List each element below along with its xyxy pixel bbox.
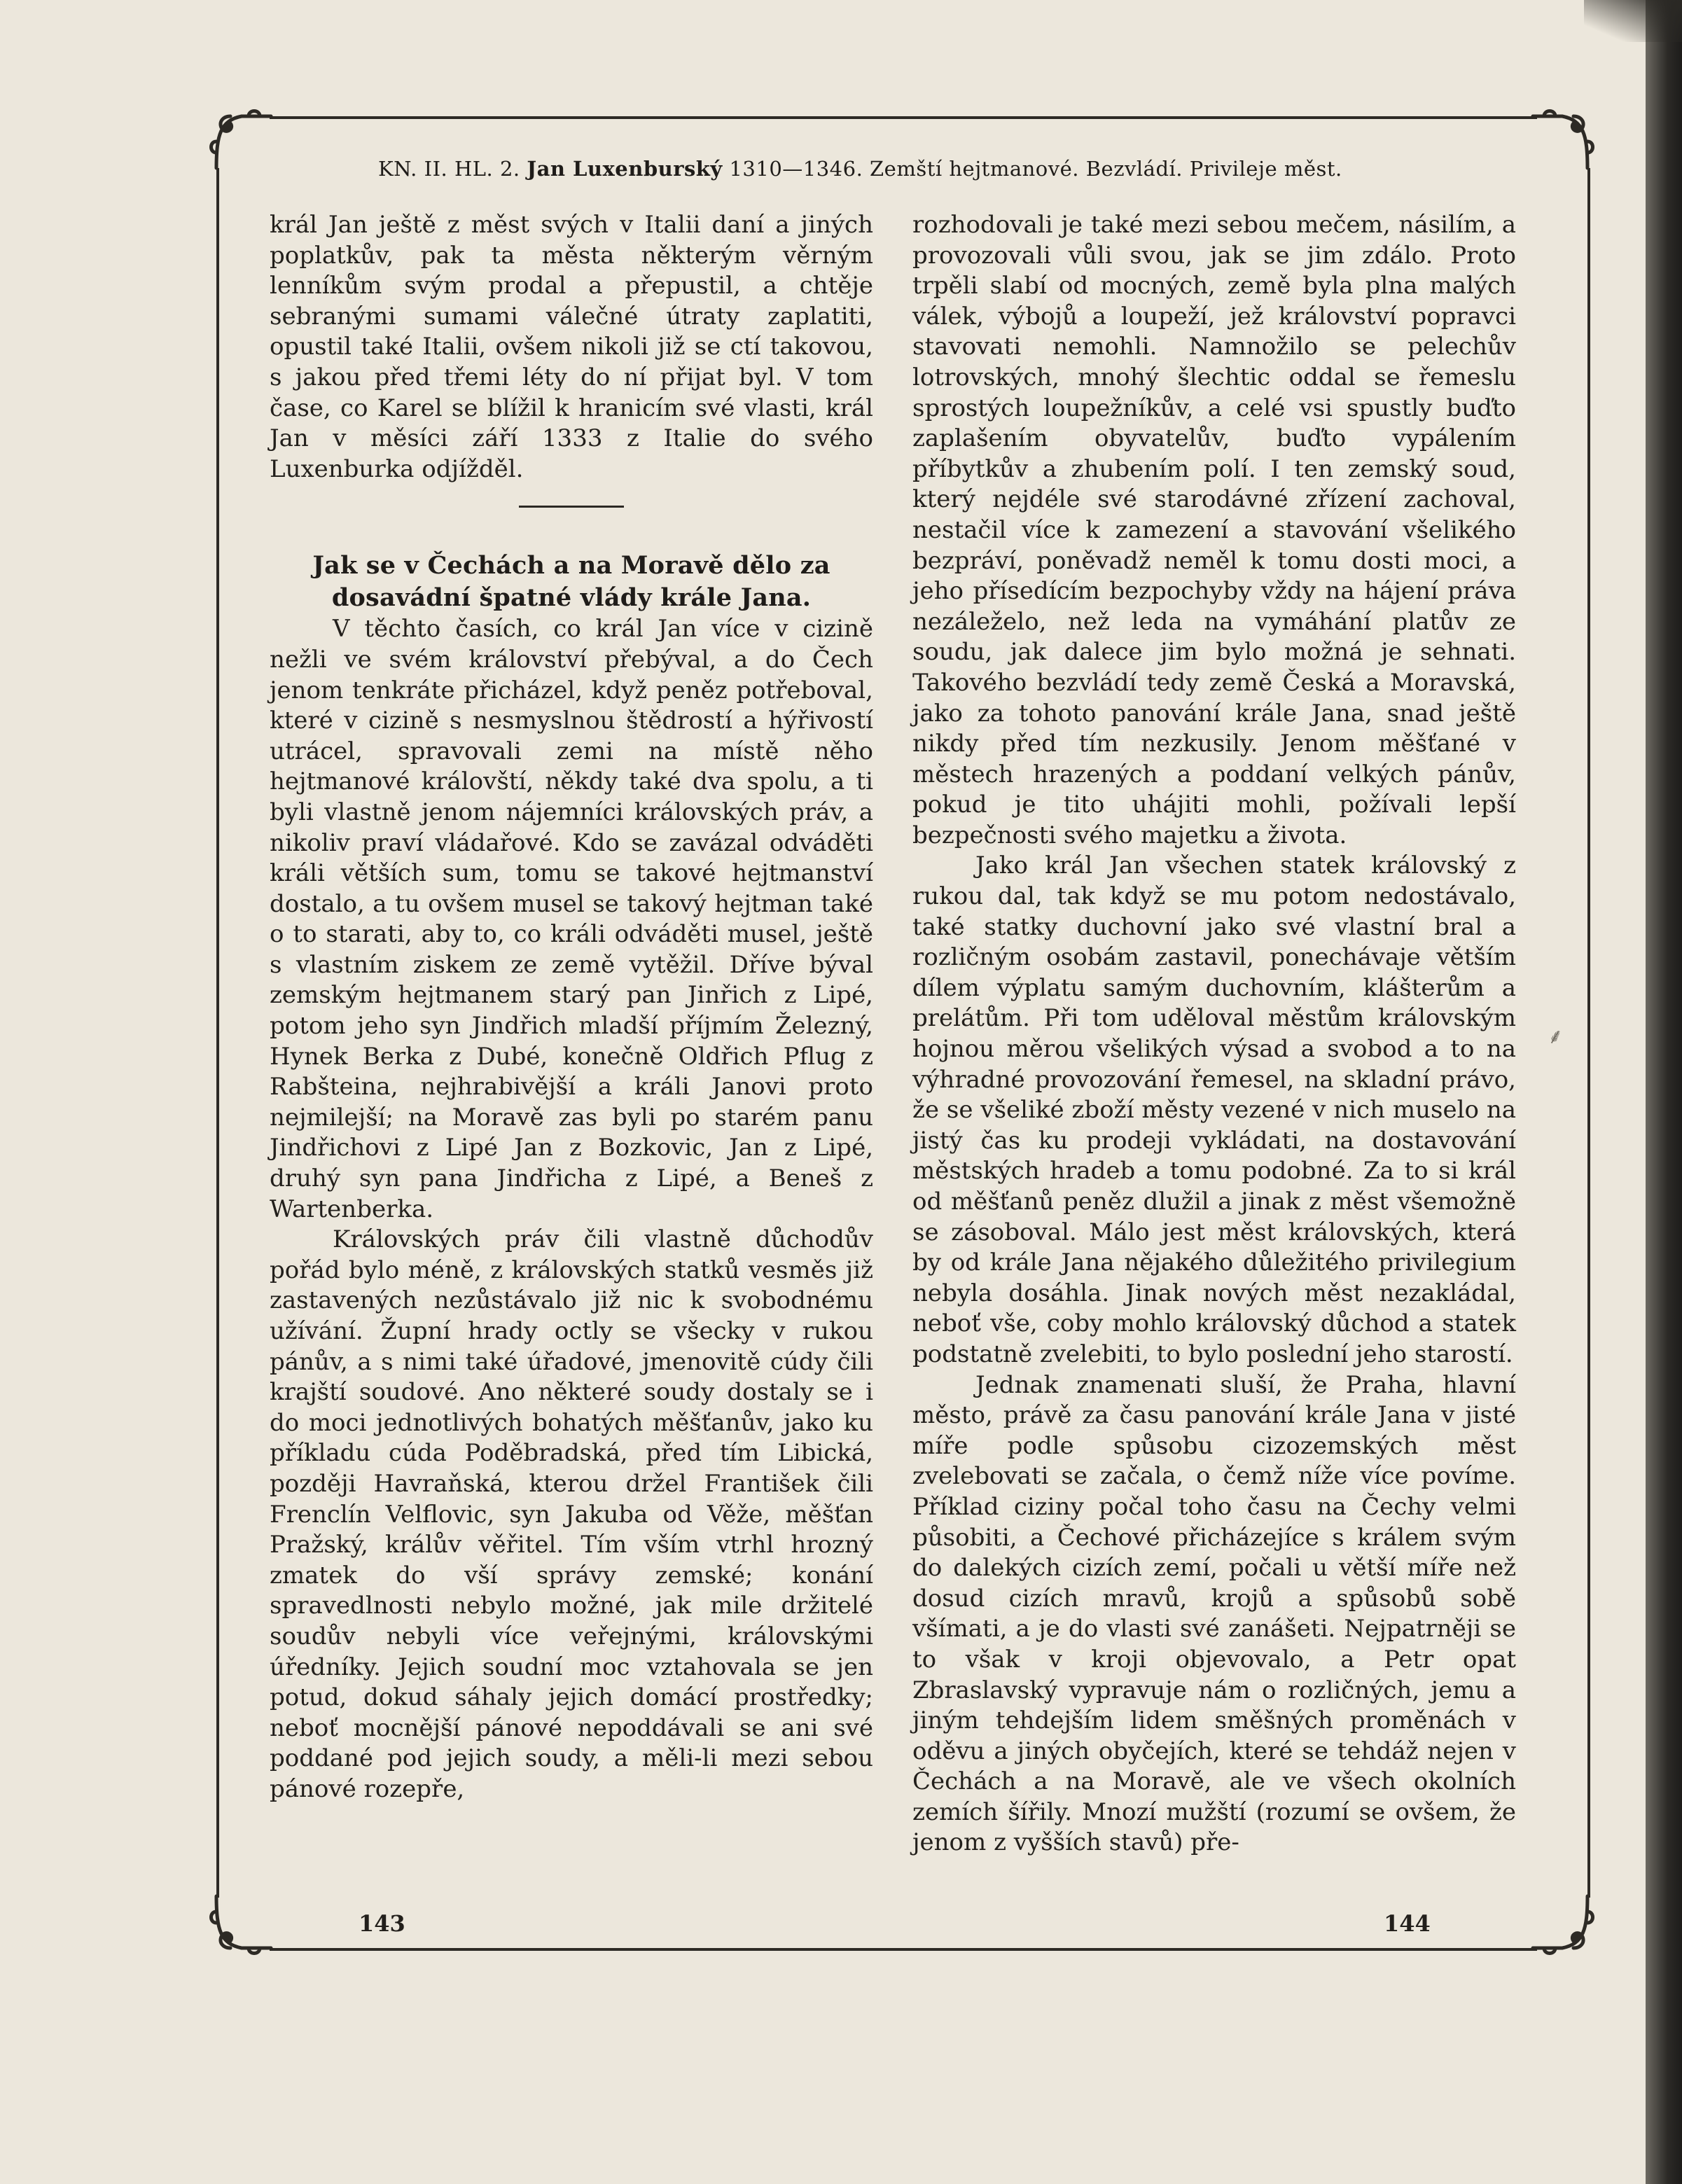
running-head-suffix: 1310—1346. Zemští hejtmanové. Bezvládí. Privileje měst.	[722, 157, 1342, 181]
right-column	[912, 210, 1516, 1858]
book-spine-edge	[1646, 0, 1682, 2184]
left-paragraph-3: Královských práv čili vlastně důchodův pořád bylo méně, z královských statků vesměs již zastavených nezůstávalo již nic k svobodnému užívání. Župní hrady octly se všecky v rukou pánův, a s nimi také úřadové, jmenovitě cúdy čili krajští soudové. Ano některé soudy dostaly se i do moci jednotlivých bohatých měšťanův, jako ku příkladu cúda Poděbradská, před tím Libická, později Havraňská, kterou držel František čili Frenclín Velflovic, syn Jakuba od Věže, měšťan Pražský, králův věřitel. Tím vším vtrhl hrozný zmatek do vší správy zemské; konání spravedlnosti nebylo možné, jak mile držitelé soudův nebyli více veřejnými, královskými úředníky. Jejich soudní moc vztahovala se jen potud, dokud sáhaly jejich domácí prostředky; neboť mocnější pánové nepoddávali se ani své poddané pod jejich soudy, a měli-li mezi sebou pánové rozepře,	[270, 1225, 873, 1803]
corner-ornament-icon	[1530, 1891, 1597, 1958]
corner-ornament-icon	[1530, 106, 1597, 174]
frame-right-line	[1587, 168, 1590, 1898]
running-head-king: Jan Luxenburský	[527, 157, 723, 181]
right-paragraph-3: Jednak znamenati sluší, že Praha, hlavní město, právě za času panování krále Jana v jisté míře podle spůsobu cizozemských měst zvelebovati se začala, o čemž níže více povíme. Příklad ciziny počal toho času na Čechy velmi působiti, a Čechové přicházejíce s králem svým do dalekých cizích zemí, počali u větší míře než dosud cizích mravů, krojů a spůsobů sobě všímati, a je do vlasti své zanášeti. Nejpatrněji se to však v kroji objevovalo, a Petr opat Zbraslavský vypravuje nám o rozličných, jemu a jiným tehdejším lidem směšných proměnách v oděvu a jiných obyčejích, které se tehdáž nejen v Čechách a na Moravě, ale ve všech okolních zemích šířily. Mnozí mužští (rozumí se ovšem, že jenom z vyšších stavů) pře-	[912, 1370, 1516, 1857]
left-paragraph-1: král Jan ještě z měst svých v Italii daní a jiných poplatkův, pak ta města některým věrným lenníkům svým prodal a přepustil, a chtěje sebranými sumami válečné útraty zaplatiti, opustil také Italii, ovšem nikoli již se ctí takovou, s jakou před třemi léty do ní přijat byl. V tom čase, co Karel se blížil k hranicím své vlasti, král Jan v měsíci září 1333 z Italie do svého Luxenburka odjížděl.	[270, 211, 873, 483]
section-divider	[519, 506, 624, 508]
right-paragraph-1: rozhodovali je také mezi sebou mečem, násilím, a provozovali vůli svou, jak se jim zdálo. Proto trpěli slabí od mocných, země byla plna malých válek, výbojů a loupeží, jež království popravci stavovati nemohli. Namnožilo se pelechův lotrovských, mnohý šlechtic oddal se řemeslu sprostých loupežníkův, a celé vsi spustly buďto zaplašením obyvatelův, buďto vypálením příbytkův a zhubením polí. I ten zemský soud, který nejdéle své starodávné zřízení zachoval, nestačil více k zamezení a stavování všelikého bezpráví, poněvadž neměl k tomu dosti moci, a jeho přísedícím bezpochyby vždy na hájení práva nezáleželo, než leda na vymáhání platův ze soudu, jak dalece jim bylo možná je sehnati. Takového bezvládí tedy země Česká a Moravská, jako za tohoto panování krále Jana, snad ještě nikdy před tím nezkusily. Jenom měšťané v městech hrazených a poddaní velkých pánův, pokud je tito uhájiti mohli, požívali lepší bezpečnosti svého majetku a života.	[912, 211, 1516, 849]
left-paragraph-2: V těchto časích, co král Jan více v cizině nežli ve svém království přebýval, a do Čech jenom tenkráte přicházel, když peněz potřeboval, které v cizině s nesmyslnou štědrostí a hýřivostí utrácel, spravovali zemi na místě něho hejtmanové královští, někdy také dva spolu, a ti byli vlastně jenom nájemníci královských práv, a nikoliv praví vládařové. Kdo se zavázal odváděti králi větších sum, tomu se takové hejtmanství dostalo, a tu ovšem musel se takový hejtman také o to starati, aby to, co králi odváděti musel, ještě s vlastním ziskem ze země vytěžil. Dříve býval zemským hejtmanem starý pan Jinřich z Lipé, potom jeho syn Jindřich mladší příjmím Železný, Hynek Berka z Dubé, konečně Oldřich Pflug z Rabšteina, nejhrabivější a králi Janovi proto nejmilejší; na Moravě zas byli po starém panu Jindřichovi z Lipé Jan z Bozkovic, Jan z Lipé, druhý syn pana Jindřicha z Lipé, a Beneš z Wartenberka.	[270, 615, 873, 1223]
corner-ornament-icon	[207, 106, 274, 174]
frame-top-line	[270, 116, 1537, 119]
scan-shadow	[1584, 0, 1682, 42]
section-heading: Jak se v Čechách a na Moravě dělo za dosavádní špatné vlády krále Jana.	[312, 551, 830, 613]
running-head	[378, 157, 1429, 181]
margin-smudge-icon: ⸙	[1548, 1024, 1564, 1049]
corner-ornament-icon	[207, 1891, 274, 1958]
left-column	[270, 210, 873, 1805]
right-paragraph-2: Jako král Jan všechen statek královský z rukou dal, tak když se mu potom nedostávalo, také statky duchovní jako své vlastní bral a rozličným osobám zastavil, ponechávaje větším dílem výplatu samým duchovním, klášterům a prelátům. Při tom uděloval městům královským hojnou měrou všelikých výsad a svobod a to na výhradné provozování řemesel, na skladní právo, že se všeliké zboží městy vezené v nich muselo na jistý čas ku prodeji vykládati, na dostavování městských hradeb a tomu podobné. Za to si král od měšťanů peněz dlužil a jinak z měst všemožně se zásoboval. Málo jest měst královských, která by od krále Jana nějakého důležitého privilegium nebyla dosáhla. Jinak nových měst nezakládal, neboť vše, coby mohlo královský důchod a statek podstatně zvelebiti, to bylo poslední jeho starostí.	[912, 851, 1516, 1368]
running-head-prefix: KN. II. HL. 2.	[378, 157, 527, 181]
frame-bottom-line	[270, 1948, 1537, 1951]
page-number-right: 144	[1384, 1910, 1431, 1937]
frame-left-line	[216, 168, 219, 1898]
page-number-left: 143	[359, 1910, 405, 1937]
